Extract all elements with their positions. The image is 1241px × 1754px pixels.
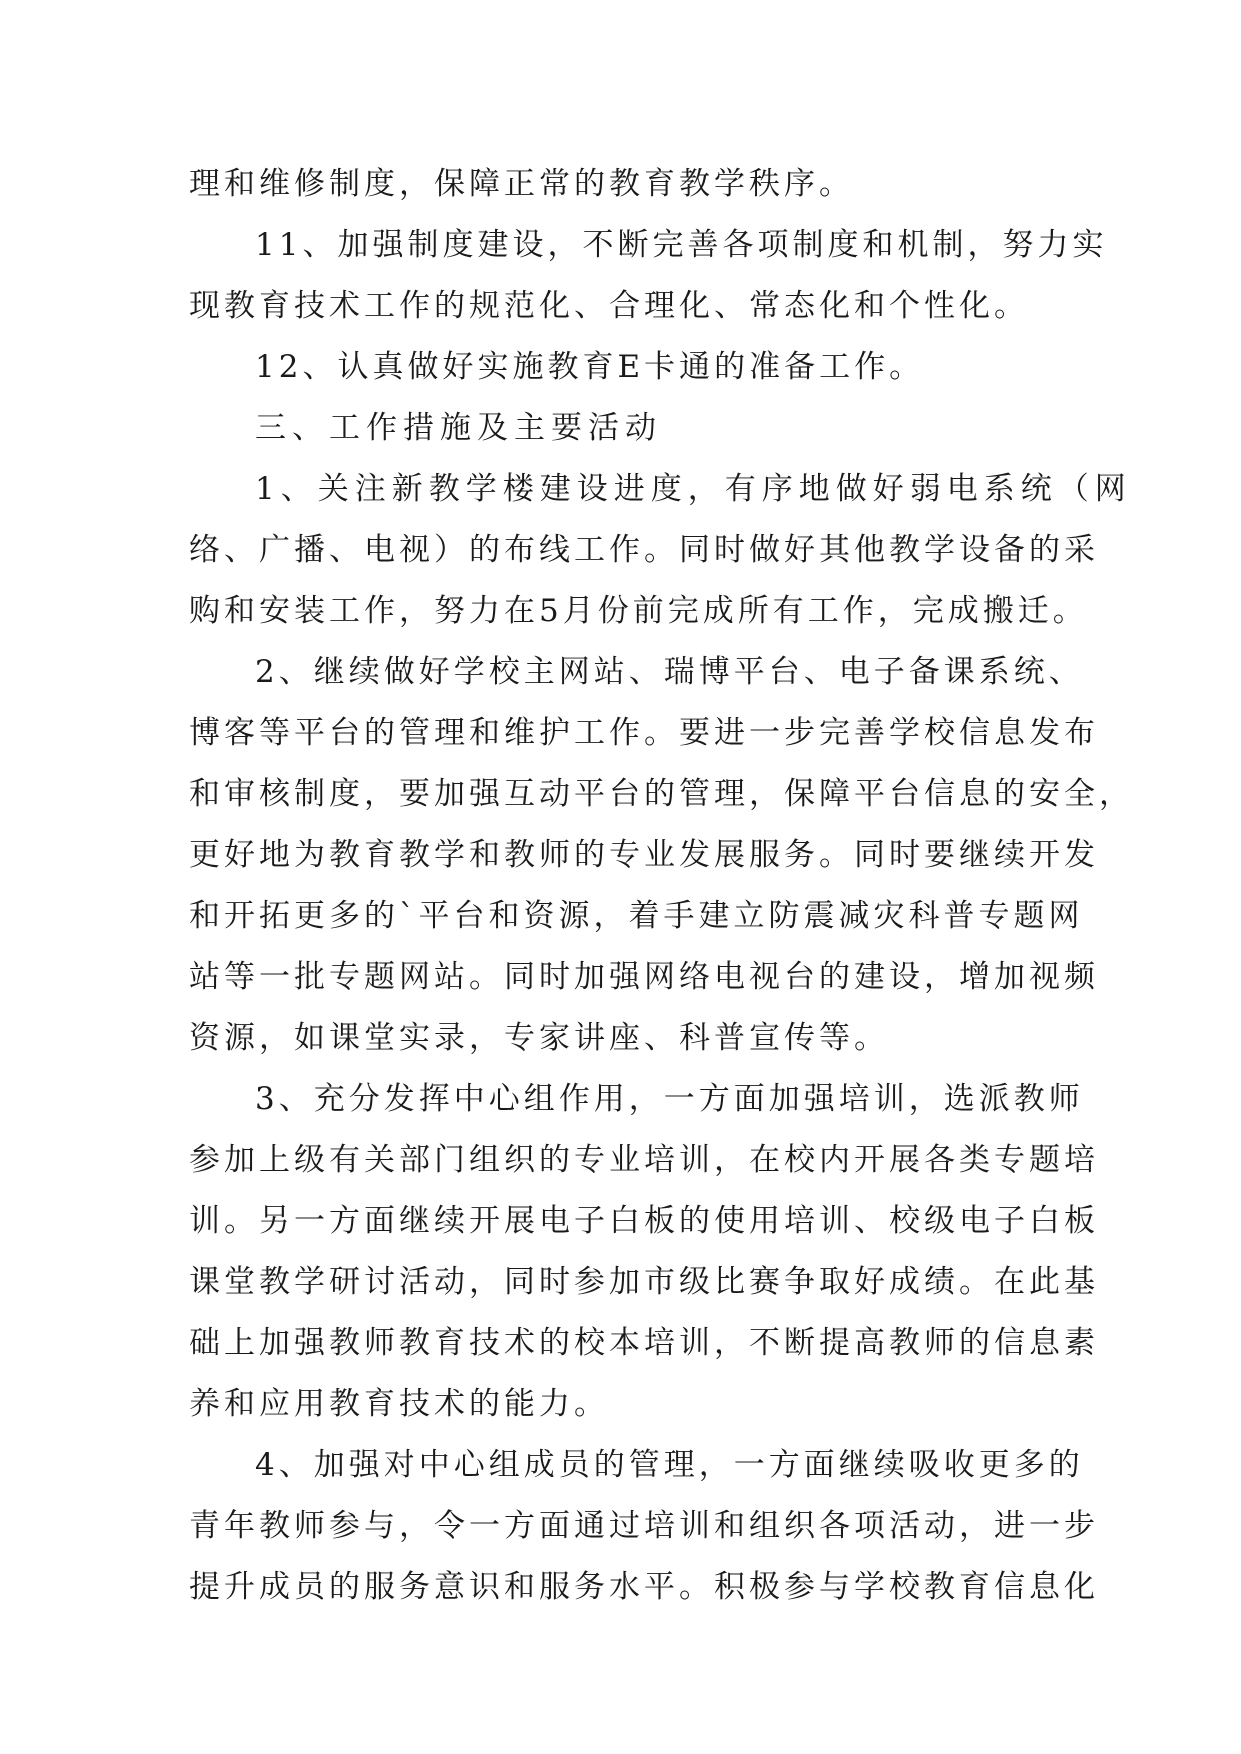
section-heading: 三、工作措施及主要活动 <box>255 410 662 446</box>
paragraph-2-line-3: 和审核制度，要加强互动平台的管理，保障平台信息的安全， <box>189 776 1134 812</box>
paragraph-4-line-1: 4、加强对中心组成员的管理，一方面继续吸收更多的 <box>255 1447 1084 1483</box>
paragraph-4-line-2: 青年教师参与，令一方面通过培训和组织各项活动，进一步 <box>189 1508 1099 1544</box>
paragraph-3-line-6: 养和应用教育技术的能力。 <box>189 1386 609 1422</box>
paragraph-4-line-3: 提升成员的服务意识和服务水平。积极参与学校教育信息化 <box>189 1569 1099 1605</box>
paragraph-2-line-2: 博客等平台的管理和维护工作。要进一步完善学校信息发布 <box>189 715 1099 751</box>
paragraph-3-line-3: 训。另一方面继续开展电子白板的使用培训、校级电子白板 <box>189 1203 1099 1239</box>
paragraph-2-line-5: 和开拓更多的`平台和资源，着手建立防震减灾科普专题网 <box>189 898 1084 934</box>
paragraph-1-line-3: 购和安装工作，努力在5月份前完成所有工作，完成搬迁。 <box>189 593 1088 629</box>
paragraph-2-line-6: 站等一批专题网站。同时加强网络电视台的建设，增加视频 <box>189 959 1099 995</box>
text-line: 理和维修制度，保障正常的教育教学秩序。 <box>189 166 854 202</box>
paragraph-3-line-4: 课堂教学研讨活动，同时参加市级比赛争取好成绩。在此基 <box>189 1264 1099 1300</box>
paragraph-1-line-1: 1、关注新教学楼建设进度，有序地做好弱电系统（网 <box>255 471 1132 507</box>
paragraph-3-line-2: 参加上级有关部门组织的专业培训，在校内开展各类专题培 <box>189 1142 1099 1178</box>
paragraph-3-line-5: 础上加强教师教育技术的校本培训，不断提高教师的信息素 <box>189 1325 1099 1361</box>
paragraph-3-line-1: 3、充分发挥中心组作用，一方面加强培训，选派教师 <box>255 1081 1084 1117</box>
document-body <box>189 154 1134 1618</box>
paragraph-11-line-1: 11、加强制度建设，不断完善各项制度和机制，努力实 <box>255 227 1108 263</box>
paragraph-2-line-7: 资源，如课堂实录，专家讲座、科普宣传等。 <box>189 1020 889 1056</box>
paragraph-11-line-2: 现教育技术工作的规范化、合理化、常态化和个性化。 <box>189 288 1029 324</box>
paragraph-1-line-2: 络、广播、电视）的布线工作。同时做好其他教学设备的采 <box>189 532 1099 568</box>
paragraph-2-line-1: 2、继续做好学校主网站、瑞博平台、电子备课系统、 <box>255 654 1084 690</box>
paragraph-2-line-4: 更好地为教育教学和教师的专业发展服务。同时要继续开发 <box>189 837 1099 873</box>
paragraph-12: 12、认真做好实施教育E卡通的准备工作。 <box>255 349 925 385</box>
